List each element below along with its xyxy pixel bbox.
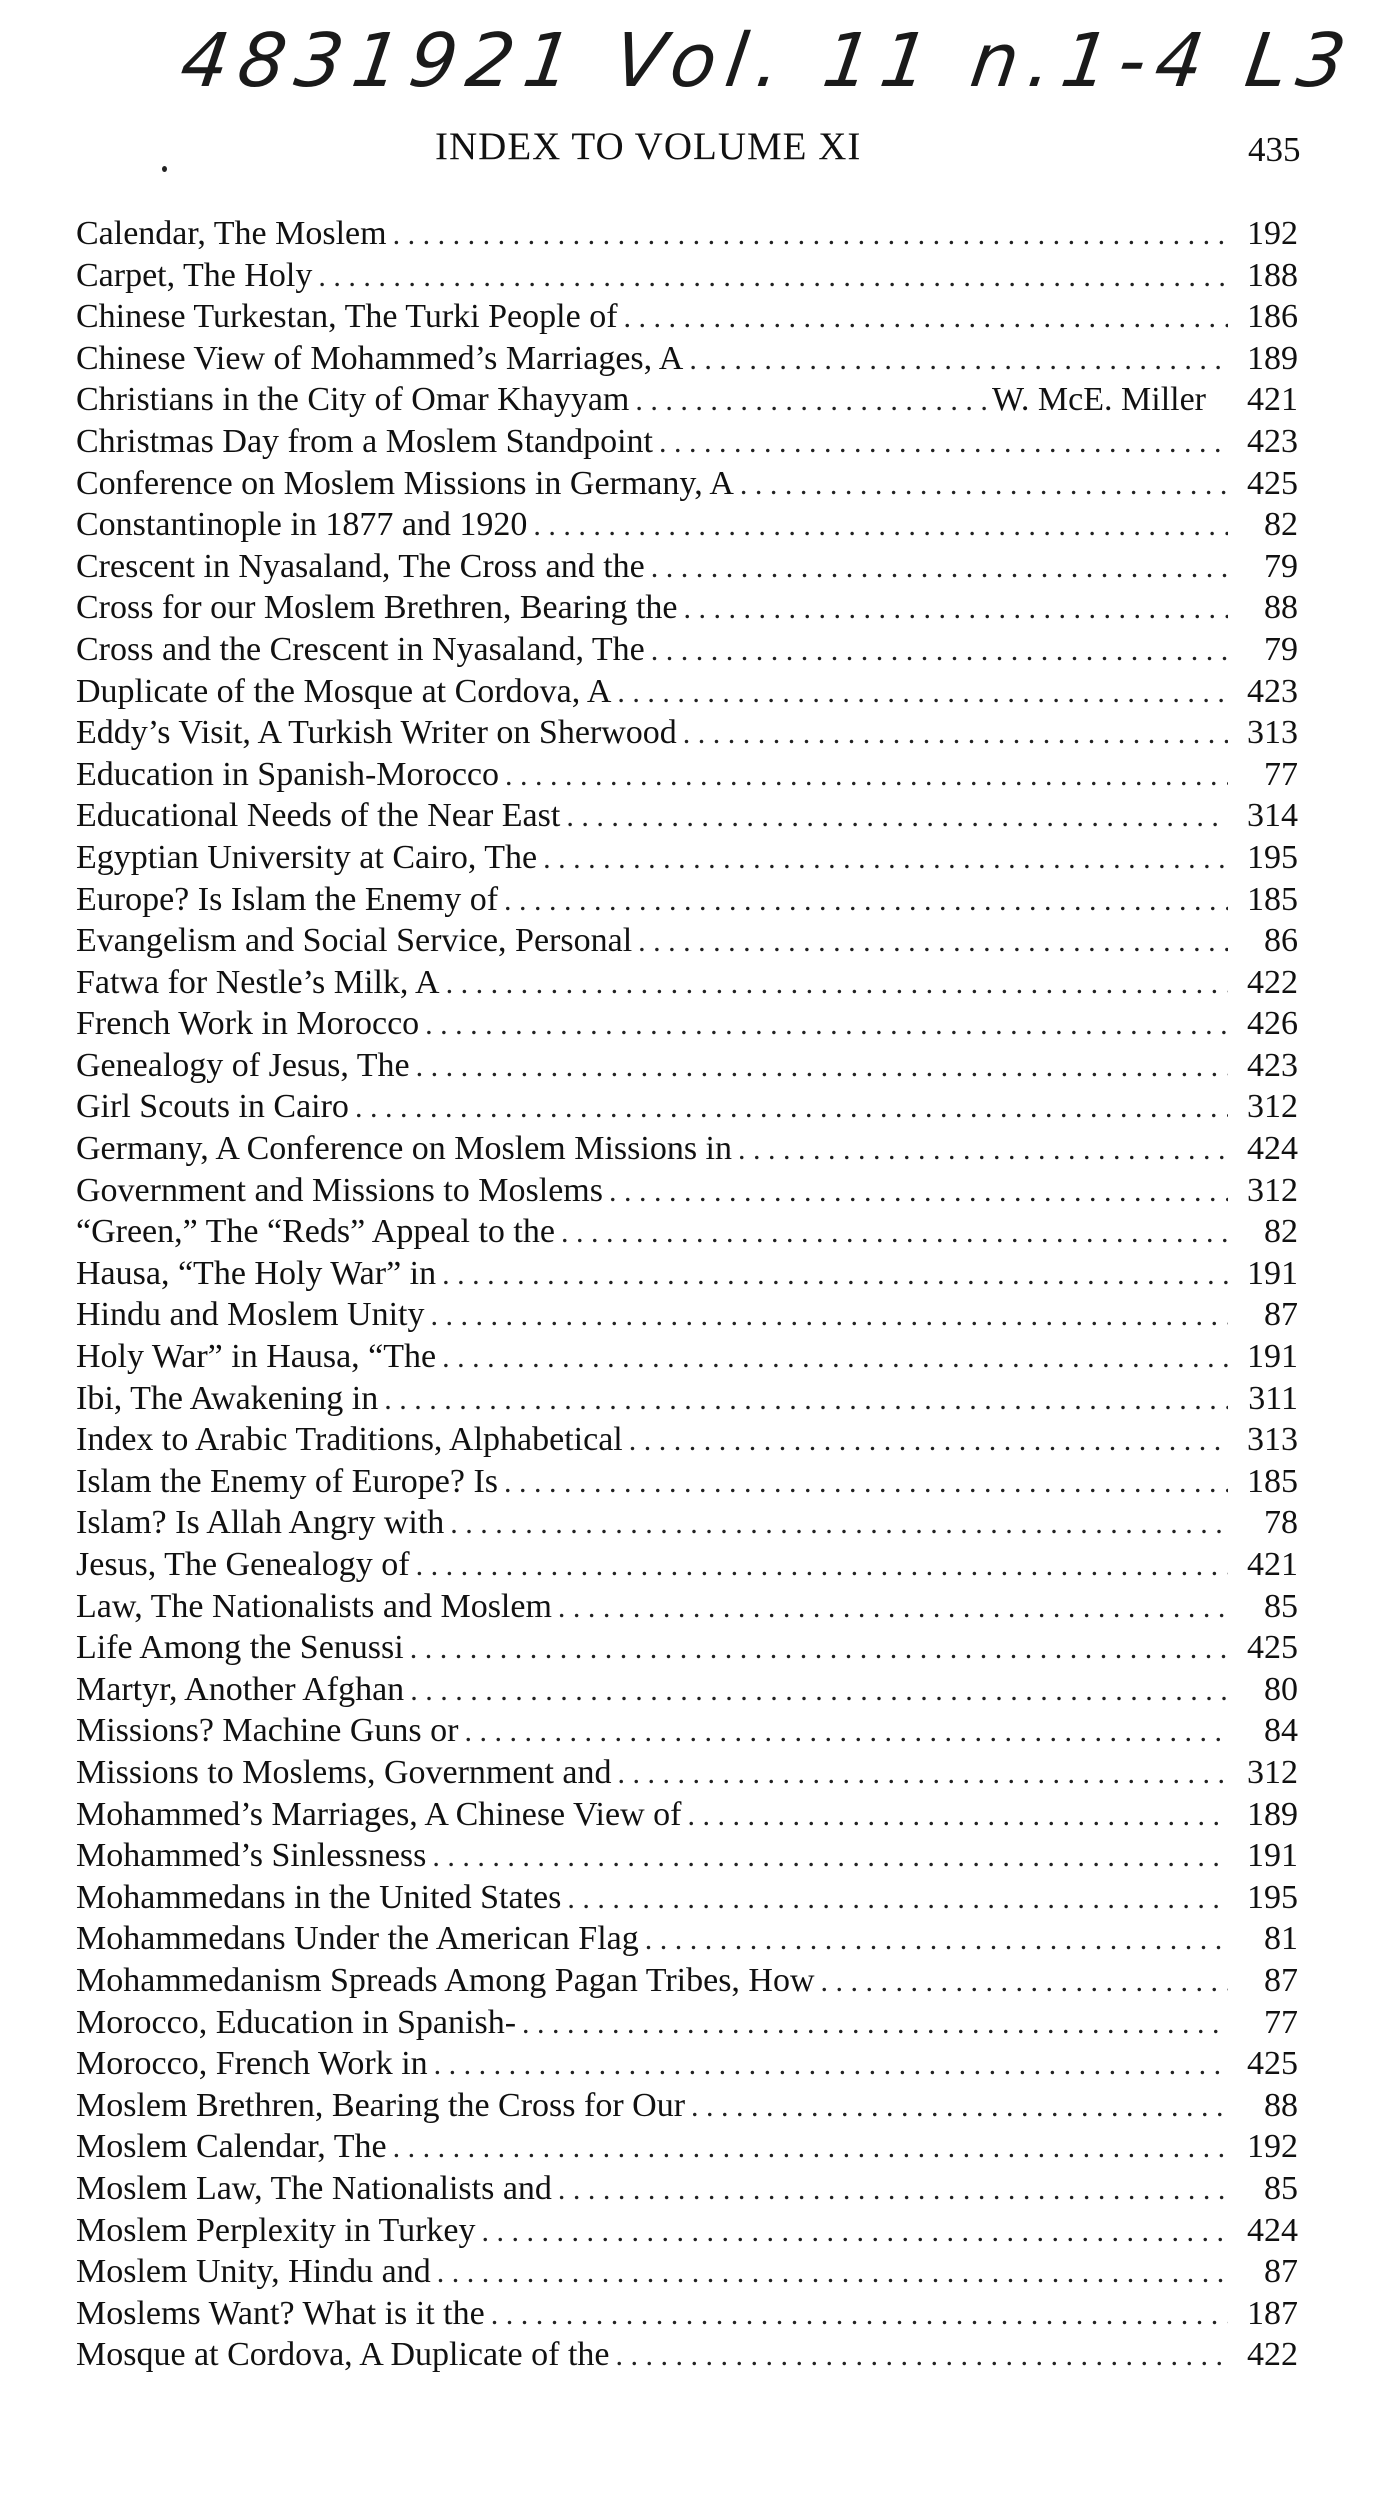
index-entry <box>76 296 1298 338</box>
index-entry-title: Constantinople in 1877 and 1920 <box>76 506 528 544</box>
dot-leader <box>677 712 1228 754</box>
index-entry-title: Education in Spanish-Morocco <box>76 755 500 793</box>
index-entry-page: 86 <box>1264 922 1298 960</box>
dot-leader <box>410 1544 1228 1586</box>
index-entry <box>76 463 1298 505</box>
dot-leader <box>424 1294 1228 1336</box>
page-title: INDEX TO VOLUME XI <box>435 125 862 168</box>
index-entry <box>76 1627 1298 1669</box>
index-entry-title: Educational Needs of the Near East <box>76 797 561 835</box>
index-entry-page: 312 <box>1247 1171 1298 1209</box>
index-entry-page: 189 <box>1247 339 1298 377</box>
dot-leader <box>555 1211 1228 1253</box>
index-entry-title: Chinese View of Mohammed’s Marriages, A <box>76 339 684 377</box>
dot-leader <box>458 1710 1228 1752</box>
index-entry-page: 422 <box>1247 2336 1298 2374</box>
dot-leader <box>645 546 1228 588</box>
index-entry <box>76 1294 1298 1336</box>
dot-leader <box>378 1378 1228 1420</box>
index-entry <box>76 421 1298 463</box>
dot-leader <box>685 2085 1228 2127</box>
dot-leader <box>618 296 1228 338</box>
index-entry-page: 423 <box>1247 1046 1298 1084</box>
index-entry-page: 192 <box>1247 2128 1298 2166</box>
dot-leader <box>516 2002 1228 2044</box>
index-entry-page: 82 <box>1264 506 1298 544</box>
dot-leader <box>419 1003 1228 1045</box>
index-entry-title: Egyptian University at Cairo, The <box>76 838 538 876</box>
index-entry <box>76 338 1298 380</box>
index-entry <box>76 1502 1298 1544</box>
index-entry-title: Eddy’s Visit, A Turkish Writer on Sherwood <box>76 714 677 752</box>
index-entry-page: 88 <box>1264 2086 1298 2124</box>
dot-leader <box>312 255 1228 297</box>
index-entry-title: Missions to Moslems, Government and <box>76 1753 612 1791</box>
dot-leader <box>537 837 1228 879</box>
dot-leader <box>734 463 1228 505</box>
index-entry-title: French Work in Morocco <box>76 1005 420 1043</box>
index-entry <box>76 2293 1298 2335</box>
index-entry-title: Moslem Perplexity in Turkey <box>76 2211 476 2249</box>
index-entry <box>76 2210 1298 2252</box>
dot-leader <box>428 2043 1228 2085</box>
index-entry-page: 314 <box>1247 797 1298 835</box>
index-entry-title: Duplicate of the Mosque at Cordova, A <box>76 672 612 710</box>
index-entry <box>76 1752 1298 1794</box>
index-entry <box>76 1045 1298 1087</box>
dot-leader <box>645 629 1228 671</box>
index-entry <box>76 1461 1298 1503</box>
index-entry-page: 425 <box>1247 1629 1298 1667</box>
index-entry <box>76 213 1298 255</box>
index-entry <box>76 2002 1298 2044</box>
index-entry <box>76 879 1298 921</box>
dot-leader <box>611 1752 1228 1794</box>
index-entry <box>76 1419 1298 1461</box>
index-entry-page: 87 <box>1264 2253 1298 2291</box>
dot-leader <box>404 1627 1228 1669</box>
index-entry-title: Martyr, Another Afghan <box>76 1670 405 1708</box>
index-entry <box>76 671 1298 713</box>
index-entry-title: Mohammedans in the United States <box>76 1878 562 1916</box>
index-entry <box>76 1253 1298 1295</box>
index-entry-page: 77 <box>1264 2003 1298 2041</box>
dot-leader <box>444 1502 1228 1544</box>
dot-leader <box>623 1419 1228 1461</box>
index-entry <box>76 1960 1298 2002</box>
dot-leader <box>603 1170 1228 1212</box>
dot-leader <box>410 1045 1228 1087</box>
index-entry <box>76 2168 1298 2210</box>
dot-leader <box>678 587 1229 629</box>
index-entry-page: 185 <box>1247 880 1298 918</box>
ink-speck <box>162 166 167 172</box>
index-entry <box>76 546 1298 588</box>
index-entry-title: Moslem Calendar, The <box>76 2128 387 2166</box>
index-entry-title: Evangelism and Social Service, Personal <box>76 922 633 960</box>
index-entry <box>76 255 1298 297</box>
index-entry-title: Christmas Day from a Moslem Standpoint <box>76 422 654 460</box>
index-entry <box>76 2334 1298 2376</box>
index-entry-page: 424 <box>1247 2211 1298 2249</box>
index-entry <box>76 2126 1298 2168</box>
index-entry-page: 85 <box>1264 2169 1298 2207</box>
index-entry-page: 195 <box>1247 838 1298 876</box>
index-entry-page: 192 <box>1247 215 1298 252</box>
index-entry-page: 87 <box>1264 1296 1298 1334</box>
index-entry <box>76 1835 1298 1877</box>
index-entry-page: 79 <box>1264 547 1298 585</box>
index-entry-title: Hausa, “The Holy War” in <box>76 1254 437 1292</box>
index-entry <box>76 379 1298 421</box>
index-entry-page: 188 <box>1247 256 1298 294</box>
index-entry <box>76 1586 1298 1628</box>
index-entry-page: 425 <box>1247 464 1298 502</box>
dot-leader <box>440 962 1228 1004</box>
dot-leader <box>527 504 1228 546</box>
index-entry <box>76 712 1298 754</box>
index-entry-page: 189 <box>1247 1795 1298 1833</box>
index-entry-title: Girl Scouts in Cairo <box>76 1088 349 1126</box>
dot-leader <box>498 879 1228 921</box>
dot-leader <box>431 2251 1228 2293</box>
index-entry <box>76 2251 1298 2293</box>
index-entry <box>76 629 1298 671</box>
dot-leader <box>485 2293 1228 2335</box>
index-entry-page: 82 <box>1264 1213 1298 1251</box>
dot-leader <box>426 1835 1228 1877</box>
index-entry-title: Crescent in Nyasaland, The Cross and the <box>76 547 645 585</box>
index-entry-title: Morocco, Education in Spanish- <box>76 2003 517 2041</box>
index-entry <box>76 920 1298 962</box>
index-entry-title: Life Among the Senussi <box>76 1629 404 1667</box>
dot-leader <box>561 1877 1228 1919</box>
dot-leader <box>629 379 992 421</box>
index-entry <box>76 2085 1298 2127</box>
index-entry-title: Fatwa for Nestle’s Milk, A <box>76 963 440 1001</box>
index-entry-title: Mosque at Cordova, A Duplicate of the <box>76 2336 610 2374</box>
index-entry-page: 79 <box>1264 630 1298 668</box>
dot-leader <box>436 1336 1228 1378</box>
index-entry-list <box>76 213 1298 2376</box>
index-entry-title: Morocco, French Work in <box>76 2045 428 2083</box>
index-entry-page: 426 <box>1247 1005 1298 1043</box>
dot-leader <box>560 795 1228 837</box>
index-entry-page: 191 <box>1247 1254 1298 1292</box>
index-entry <box>76 587 1298 629</box>
index-entry-page: 423 <box>1247 672 1298 710</box>
index-entry-page: 313 <box>1247 714 1298 752</box>
dot-leader <box>436 1253 1228 1295</box>
index-entry-page: 77 <box>1264 755 1298 793</box>
index-entry-title: Government and Missions to Moslems <box>76 1171 603 1209</box>
index-entry <box>76 1170 1298 1212</box>
index-entry <box>76 1128 1298 1170</box>
index-entry-page: 421 <box>1247 381 1298 419</box>
index-entry-page: 312 <box>1247 1753 1298 1791</box>
index-entry <box>76 1794 1298 1836</box>
index-entry <box>76 1003 1298 1045</box>
dot-leader <box>404 1669 1228 1711</box>
index-entry-title: Moslem Brethren, Bearing the Cross for Our <box>76 2086 686 2124</box>
index-entry-page: 84 <box>1264 1712 1298 1750</box>
index-entry-title: Chinese Turkestan, The Turki People of <box>76 298 618 336</box>
index-entry <box>76 1211 1298 1253</box>
index-entry <box>76 1086 1298 1128</box>
dot-leader <box>632 920 1228 962</box>
index-entry-page: 311 <box>1248 1379 1298 1417</box>
index-entry <box>76 504 1298 546</box>
dot-leader <box>387 213 1228 255</box>
dot-leader <box>499 754 1228 796</box>
dot-leader <box>815 1960 1228 2002</box>
index-entry-title: Cross and the Crescent in Nyasaland, The <box>76 630 645 668</box>
index-entry-page: 78 <box>1264 1504 1298 1542</box>
dot-leader <box>681 1794 1228 1836</box>
dot-leader <box>349 1086 1228 1128</box>
index-entry <box>76 1877 1298 1919</box>
index-entry-title: Moslems Want? What is it the <box>76 2294 485 2332</box>
index-entry-page: 424 <box>1247 1130 1298 1168</box>
index-entry <box>76 1544 1298 1586</box>
index-entry-title: Europe? Is Islam the Enemy of <box>76 880 499 918</box>
index-entry-title: Law, The Nationalists and Moslem <box>76 1587 552 1625</box>
index-entry-title: Carpet, The Holy <box>76 256 313 294</box>
index-entry <box>76 795 1298 837</box>
index-entry-page: 312 <box>1247 1088 1298 1126</box>
index-entry-title: Hindu and Moslem Unity <box>76 1296 425 1334</box>
index-entry-page: 195 <box>1247 1878 1298 1916</box>
index-entry-title: Moslem Law, The Nationalists and <box>76 2169 552 2207</box>
index-entry-title: Germany, A Conference on Moslem Missions in <box>76 1130 732 1168</box>
index-entry-page: 185 <box>1247 1462 1298 1500</box>
index-entry-title: Calendar, The Moslem <box>76 215 387 252</box>
index-entry-page: 191 <box>1247 1338 1298 1376</box>
page-header <box>0 124 1396 180</box>
index-entry-author: W. McE. Miller <box>991 381 1206 419</box>
index-entry-title: Islam? Is Allah Angry with <box>76 1504 445 1542</box>
index-entry-title: Jesus, The Genealogy of <box>76 1546 410 1583</box>
index-entry <box>76 962 1298 1004</box>
index-entry <box>76 1918 1298 1960</box>
dot-leader <box>552 2168 1228 2210</box>
index-entry-page: 421 <box>1247 1546 1298 1583</box>
index-entry <box>76 1378 1298 1420</box>
index-entry-title: Holy War” in Hausa, “The <box>76 1338 437 1376</box>
index-entry-title: Index to Arabic Traditions, Alphabetical <box>76 1421 623 1459</box>
index-entry-page: 88 <box>1264 589 1298 627</box>
index-entry <box>76 1669 1298 1711</box>
index-entry-page: 87 <box>1264 1961 1298 1999</box>
dot-leader <box>732 1128 1228 1170</box>
index-entry-title: Mohammed’s Sinlessness <box>76 1837 427 1875</box>
index-entry-page: 85 <box>1264 1587 1298 1625</box>
index-entry-page: 187 <box>1247 2294 1298 2332</box>
index-entry-title: Christians in the City of Omar Khayyam <box>76 381 630 419</box>
dot-leader <box>476 2210 1228 2252</box>
dot-leader <box>552 1586 1228 1628</box>
index-entry-page: 313 <box>1247 1421 1298 1459</box>
index-entry-page: 80 <box>1264 1670 1298 1708</box>
index-entry-page: 422 <box>1247 963 1298 1001</box>
index-entry-title: Genealogy of Jesus, The <box>76 1046 410 1084</box>
dot-leader <box>653 421 1228 463</box>
index-entry <box>76 837 1298 879</box>
index-entry-title: “Green,” The “Reds” Appeal to the <box>76 1213 555 1251</box>
dot-leader <box>683 338 1228 380</box>
index-entry <box>76 1336 1298 1378</box>
index-entry-title: Moslem Unity, Hindu and <box>76 2253 431 2291</box>
index-entry-title: Cross for our Moslem Brethren, Bearing the <box>76 589 678 627</box>
dot-leader <box>498 1461 1228 1503</box>
index-entry-title: Missions? Machine Guns or <box>76 1712 459 1750</box>
index-entry-title: Conference on Moslem Missions in Germany, A <box>76 464 734 502</box>
index-entry-page: 186 <box>1247 298 1298 336</box>
index-entry-title: Mohammedanism Spreads Among Pagan Tribes, How <box>76 1961 815 1999</box>
index-entry <box>76 754 1298 796</box>
index-entry-title: Ibi, The Awakening in <box>76 1379 379 1417</box>
index-entry <box>76 1710 1298 1752</box>
index-entry-page: 425 <box>1247 2045 1298 2083</box>
dot-leader <box>639 1918 1228 1960</box>
index-entry-page: 423 <box>1247 422 1298 460</box>
handwritten-annotation: 4831921 Vol. 11 n.1-4 L3 <box>175 18 1361 104</box>
index-entry-title: Mohammed’s Marriages, A Chinese View of <box>76 1795 682 1833</box>
index-entry-title: Mohammedans Under the American Flag <box>76 1920 639 1958</box>
dot-leader <box>610 2334 1228 2376</box>
index-entry-title: Islam the Enemy of Europe? Is <box>76 1462 499 1500</box>
index-entry-page: 81 <box>1264 1920 1298 1958</box>
index-entry-page: 191 <box>1247 1837 1298 1875</box>
dot-leader <box>387 2126 1228 2168</box>
index-entry <box>76 2043 1298 2085</box>
dot-leader <box>611 671 1228 713</box>
page-number: 435 <box>1248 130 1301 169</box>
